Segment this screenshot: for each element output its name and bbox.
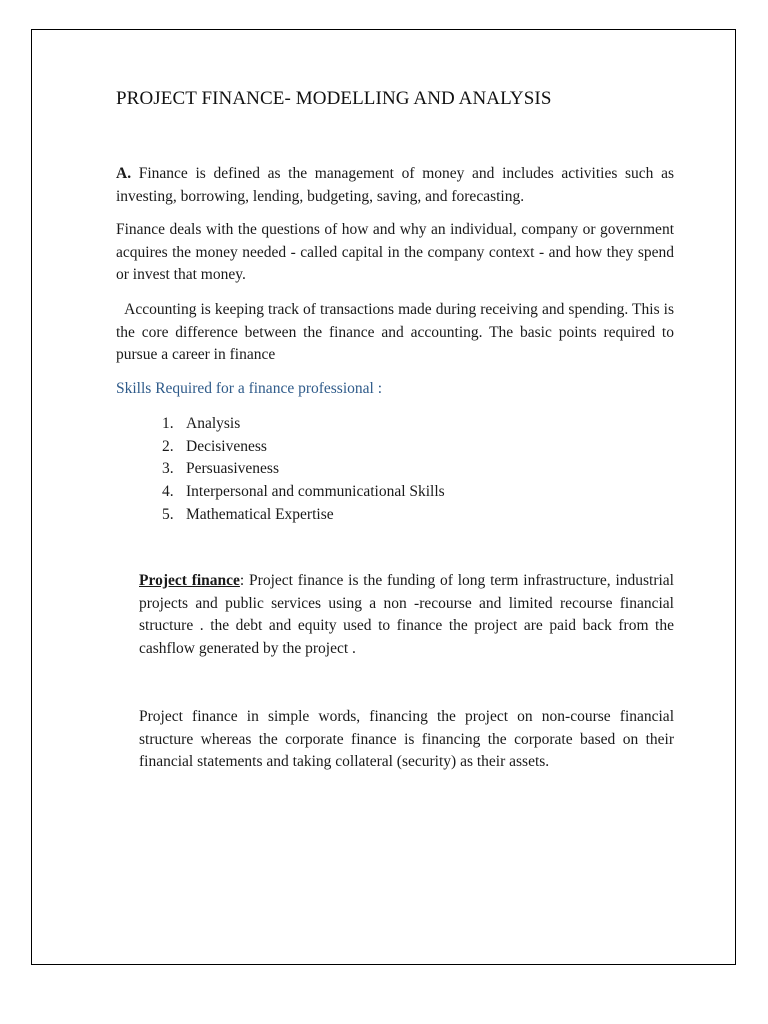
project-finance-term: Project finance [139,572,240,589]
accounting-paragraph [116,299,674,367]
list-item [162,504,445,527]
accounting-text: Accounting is keeping track of transactions made during receiving and spending. This is the core difference between the finance and accounting. The basic points required to pursue a career in finance [116,301,674,363]
simple-words-paragraph: Project finance in simple words, financing the project on non-course financial structure whereas the corporate finance is financing the corporate based on their financial statements and taking collateral (security) as their assets. [139,708,674,770]
list-item [162,436,445,459]
section-a-text: Finance is defined as the management of money and includes activities such as investing, borrowing, lending, budgeting, saving, and forecasting. [116,165,674,205]
list-item [162,413,445,436]
skills-list [162,413,445,527]
list-item [162,481,445,504]
list-item-label: Persuasiveness [186,460,279,478]
list-item-label: Analysis [186,415,241,432]
list-item-number: 1. [162,415,174,432]
project-finance-colon: : [239,572,245,589]
project-finance-paragraph [139,570,674,660]
document-title: PROJECT FINANCE- MODELLING AND ANALYSIS [116,88,552,109]
list-item [162,458,445,481]
list-item-label: Interpersonal and communicational Skills [186,483,445,501]
list-item-number: 5. [162,505,174,523]
section-a-marker: A. [116,165,132,182]
list-item-number: 2. [162,437,174,455]
list-item-number: 4. [162,483,174,501]
section-a-paragraph [116,163,674,208]
project-finance-definition: Project finance is the funding of long term infrastructure, industrial projects and public services using a non -recourse and limited recourse financial structure . the debt and equity used to finance the project are paid back from the cashflow generated by the project . [139,572,674,657]
list-item-label: Decisiveness [186,437,267,455]
list-item-label: Mathematical Expertise [186,505,334,523]
skills-heading: Skills Required for a finance professional : [116,380,383,397]
finance-questions-paragraph: Finance deals with the questions of how and why an individual, company or government acquires the money needed - called capital in the company context - and how they spend or invest that money. [116,221,674,283]
list-item-number: 3. [162,460,174,478]
